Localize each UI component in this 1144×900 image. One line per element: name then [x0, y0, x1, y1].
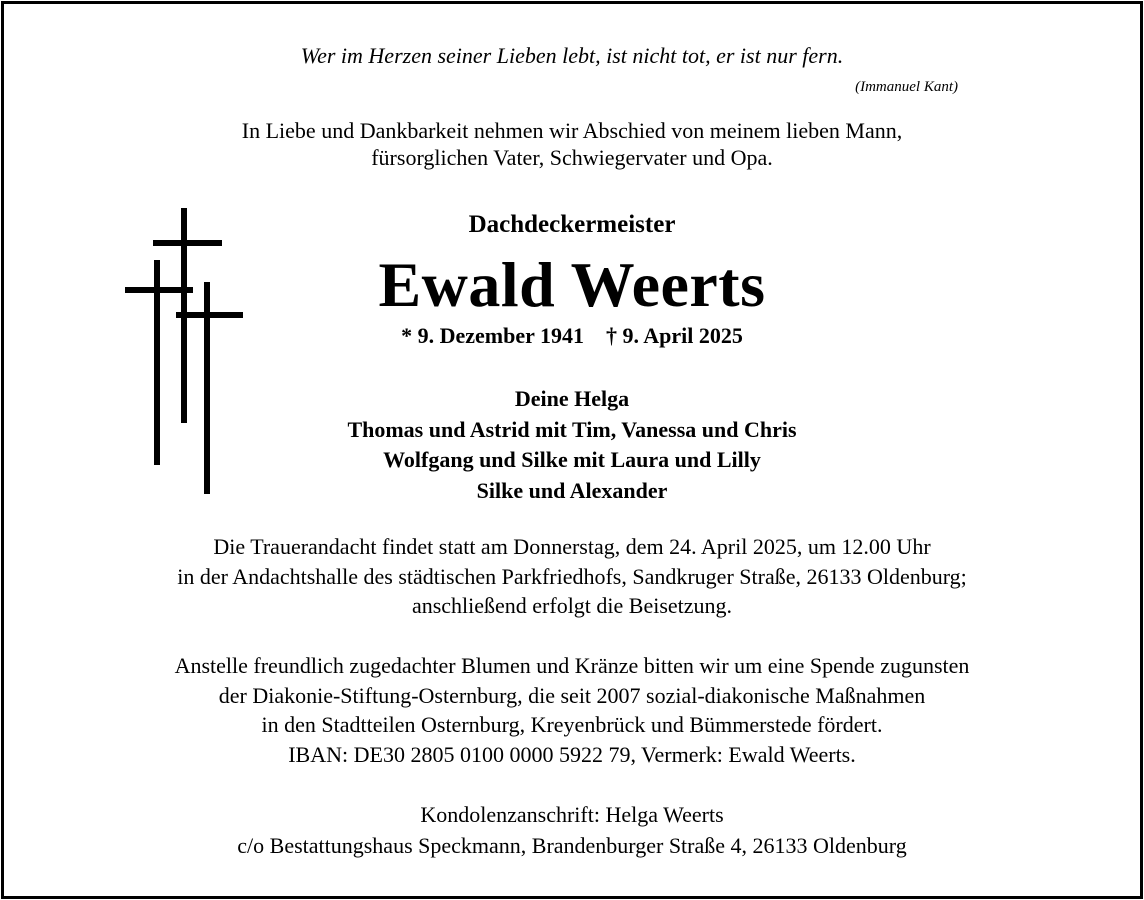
cross-1-horizontal — [153, 240, 222, 246]
condolence-line: c/o Bestattungshaus Speckmann, Brandenburger Straße 4, 26133 Oldenburg — [237, 833, 907, 858]
life-dates — [0, 321, 1144, 351]
quote-text: Wer im Herzen seiner Lieben lebt, ist nicht tot, er ist nur fern. — [300, 43, 844, 68]
mourner-line: Wolfgang und Silke mit Laura und Lilly — [383, 447, 761, 472]
donation-info — [0, 651, 1144, 769]
quote-author: (Immanuel Kant) — [855, 79, 958, 95]
condolence-line: Kondolenzanschrift: Helga Weerts — [420, 802, 724, 827]
birth-date: * 9. Dezember 1941 — [401, 323, 584, 348]
intro-line: fürsorglichen Vater, Schwiegervater und Opa. — [371, 145, 773, 170]
mourner-line: Thomas und Astrid mit Tim, Vanessa und Chris — [347, 416, 797, 442]
service-line: anschließend erfolgt die Beisetzung. — [411, 593, 733, 618]
iban-line: IBAN: DE30 2805 0100 0000 5922 79, Vermerk: Ewald Weerts. — [288, 741, 856, 767]
mourner-line: Silke und Alexander — [476, 477, 668, 503]
death-date: † 9. April 2025 — [605, 323, 743, 348]
deceased-name: Ewald Weerts — [378, 249, 766, 320]
service-info — [0, 532, 1144, 621]
donation-line: der Diakonie-Stiftung-Osternburg, die seit 2007 sozial-diakonische Maßnahmen — [218, 682, 926, 708]
condolence-address — [0, 799, 1144, 861]
deceased-profession: Dachdeckermeister — [468, 211, 676, 238]
mourner-line: Deine Helga — [514, 386, 630, 411]
mourners-list — [0, 384, 1144, 506]
intro-line: In Liebe und Dankbarkeit nehmen wir Abschied von meinem lieben Mann, — [241, 118, 903, 143]
donation-line: Anstelle freundlich zugedachter Blumen und Kränze bitten wir um eine Spende zugunsten — [174, 653, 970, 678]
service-line: in der Andachtshalle des städtischen Parkfriedhofs, Sandkruger Straße, 26133 Oldenburg; — [177, 563, 967, 589]
intro-text — [0, 117, 1144, 171]
service-line: Die Trauerandacht findet statt am Donnerstag, dem 24. April 2025, um 12.00 Uhr — [213, 534, 931, 559]
donation-line: in den Stadtteilen Osternburg, Kreyenbrück und Bümmerstede fördert. — [261, 712, 883, 737]
